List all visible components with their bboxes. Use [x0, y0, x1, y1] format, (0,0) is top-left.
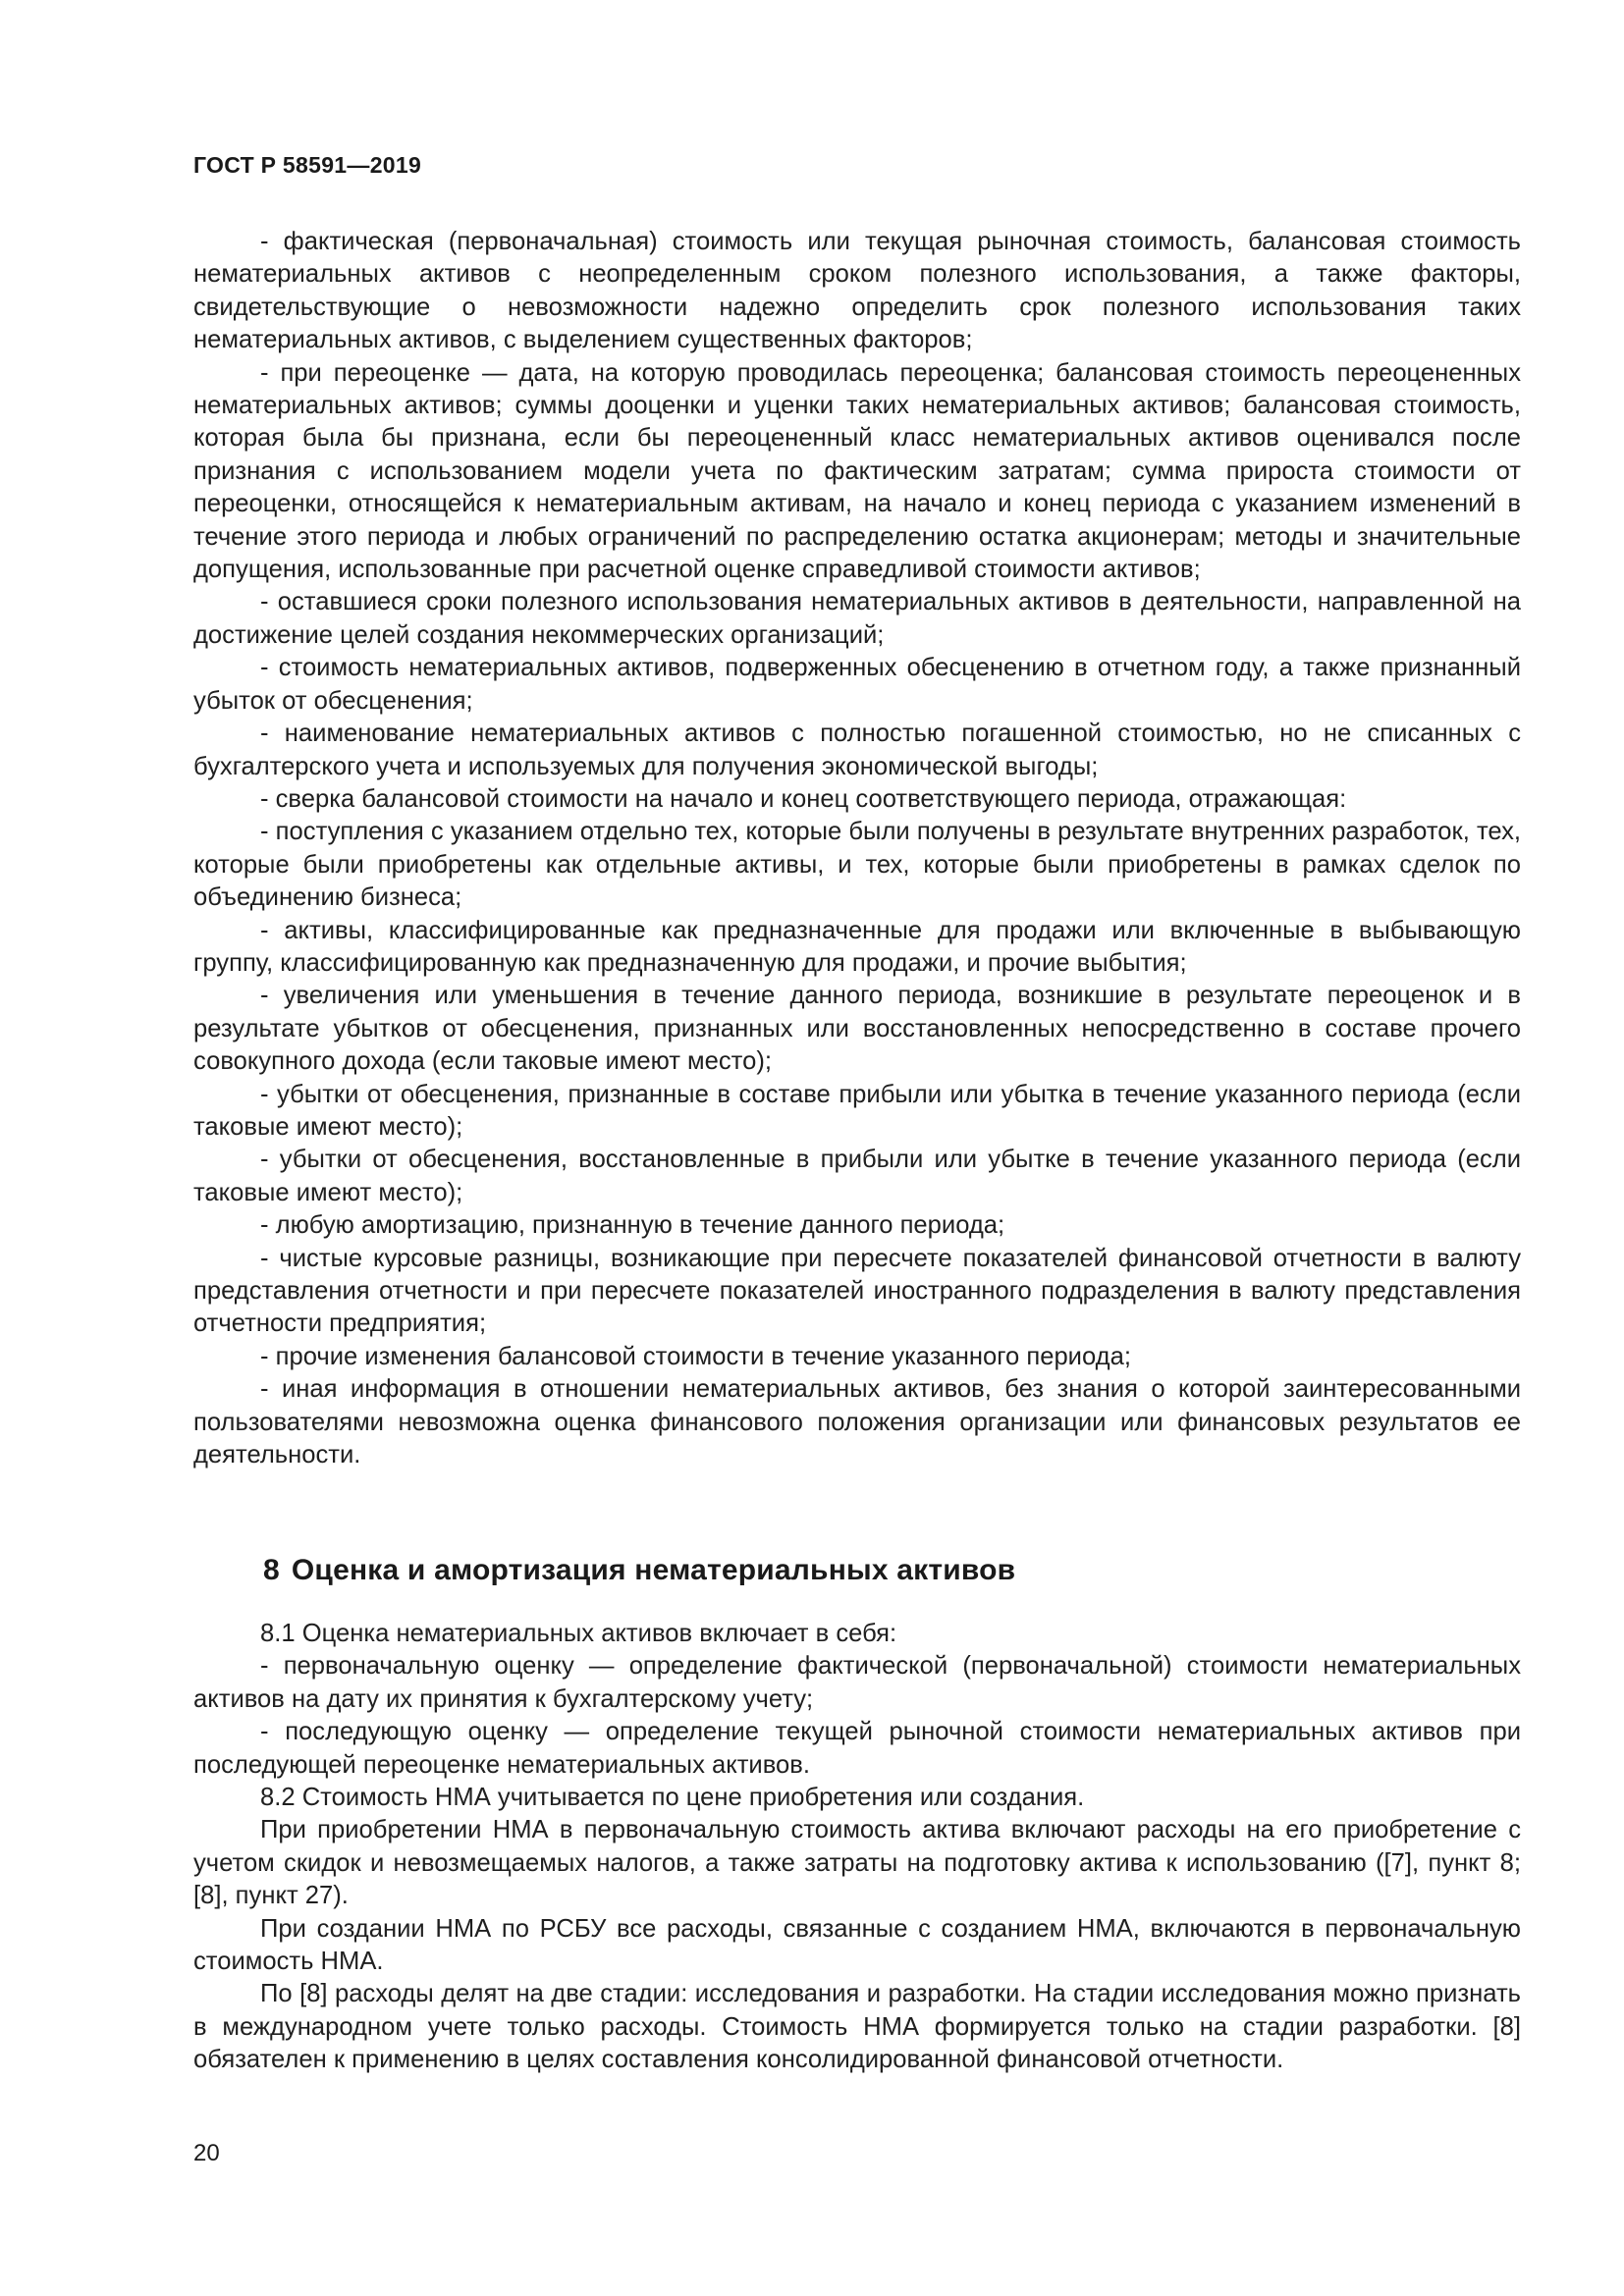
section-body — [193, 1618, 1521, 2077]
section-title: Оценка и амортизация нематериальных активов — [291, 1554, 1016, 1586]
section-paragraph: 8.2 Стоимость НМА учитывается по цене приобретения или создания. — [260, 1784, 1085, 1812]
list-item: - поступления с указанием отдельно тех, которые были получены в результате внутренних разработок, тех, которые были приобретены как отдельные активы, и тех, которые были приобретены в рамках сделок по объединению бизнеса; — [193, 818, 1521, 912]
document-code-header: ГОСТ Р 58591—2019 — [193, 152, 422, 178]
list-item: - активы, классифицированные как предназначенные для продажи или включенные в выбывающую группу, классифицированную как предназначенную для продажи, и прочие выбытия; — [193, 916, 1521, 977]
section-paragraph: 8.1 Оценка нематериальных активов включает в себя: — [260, 1620, 897, 1647]
list-item: - фактическая (первоначальная) стоимость или текущая рыночная стоимость, балансовая стоимость нематериальных активов с неопределенным сроком полезного использования, а также факторы, свидетельствующие о невозможности надежно определить срок полезного использования таких нематериальных активов, с выделением существенных факторов; — [193, 228, 1521, 354]
section-paragraph: - последующую оценку — определение текущей рыночной стоимости нематериальных активов при последующей переоценке нематериальных активов. — [193, 1718, 1521, 1779]
section-paragraph: При создании НМА по РСБУ все расходы, связанные с созданием НМА, включаются в первоначальную стоимость НМА. — [193, 1914, 1521, 1976]
list-item: - стоимость нематериальных активов, подверженных обесценению в отчетном году, а также признанный убыток от обесценения; — [193, 654, 1521, 715]
list-item: - оставшиеся сроки полезного использования нематериальных активов в деятельности, направленной на достижение целей создания некоммерческих организаций; — [193, 588, 1521, 649]
list-item: - убытки от обесценения, признанные в составе прибыли или убытка в течение указанного периода (если таковые имеют место); — [193, 1080, 1521, 1141]
section-number: 8 — [263, 1554, 280, 1586]
list-item: - убытки от обесценения, восстановленные в прибыли или убытке в течение указанного периода (если таковые имеют место); — [193, 1146, 1521, 1206]
list-item: - чистые курсовые разницы, возникающие при пересчете показателей финансовой отчетности в валюту представления отчетности и при пересчете показателей иностранного подразделения в валюту представления отчетности предприятия; — [193, 1244, 1521, 1338]
section-paragraph: При приобретении НМА в первоначальную стоимость актива включают расходы на его приобретение с учетом скидок и невозмещаемых налогов, а также затраты на подготовку актива к использованию ([7], пункт 8; [8], пункт 27). — [193, 1816, 1521, 1910]
list-item: - любую амортизацию, признанную в течение данного периода; — [260, 1211, 1005, 1240]
list-item: - сверка балансовой стоимости на начало и конец соответствующего периода, отражающая: — [260, 784, 1347, 813]
list-item: - иная информация в отношении нематериальных активов, без знания о которой заинтересованными пользователями невозможна оценка финансового положения организации или финансовых результатов ее деятельности. — [193, 1375, 1521, 1469]
list-item: - при переоценке — дата, на которую проводилась переоценка; балансовая стоимость переоцененных нематериальных активов; суммы дооценки и уценки таких нематериальных активов; балансовая стоимость, которая была бы признана, если бы переоцененный класс нематериальных активов оценивался после признания с использованием модели учета по фактическим затратам; сумма прироста стоимости от переоценки, относящейся к нематериальным активам, на начало и конец периода с указанием изменений в течение этого периода и любых ограничений по распределению остатка акционерам; методы и значительные допущения, использованные при расчетной оценке справедливой стоимости активов; — [193, 358, 1521, 584]
list-item: - увеличения или уменьшения в течение данного периода, возникшие в результате переоценок и в результате убытков от обесценения, признанных или восстановленных непосредственно в составе прочего совокупного дохода (если таковые имеют место); — [193, 982, 1521, 1076]
disclosure-list — [193, 226, 1521, 1471]
section-paragraph: - первоначальную оценку — определение фактической (первоначальной) стоимости нематериальных активов на дату их принятия к бухгалтерскому учету; — [193, 1652, 1521, 1713]
page-number: 20 — [193, 2140, 220, 2166]
list-item: - наименование нематериальных активов с полностью погашенной стоимостью, но не списанных с бухгалтерского учета и используемых для получения экономической выгоды; — [193, 720, 1521, 780]
list-item: - прочие изменения балансовой стоимости в течение указанного периода; — [260, 1342, 1131, 1370]
section-heading — [263, 1554, 1015, 1587]
section-paragraph: По [8] расходы делят на две стадии: исследования и разработки. На стадии исследования можно признать в международном учете только расходы. Стоимость НМА формируется только на стадии разработки. [8] обязателен к применению в целях составления консолидированной финансовой отчетности. — [193, 1980, 1521, 2074]
